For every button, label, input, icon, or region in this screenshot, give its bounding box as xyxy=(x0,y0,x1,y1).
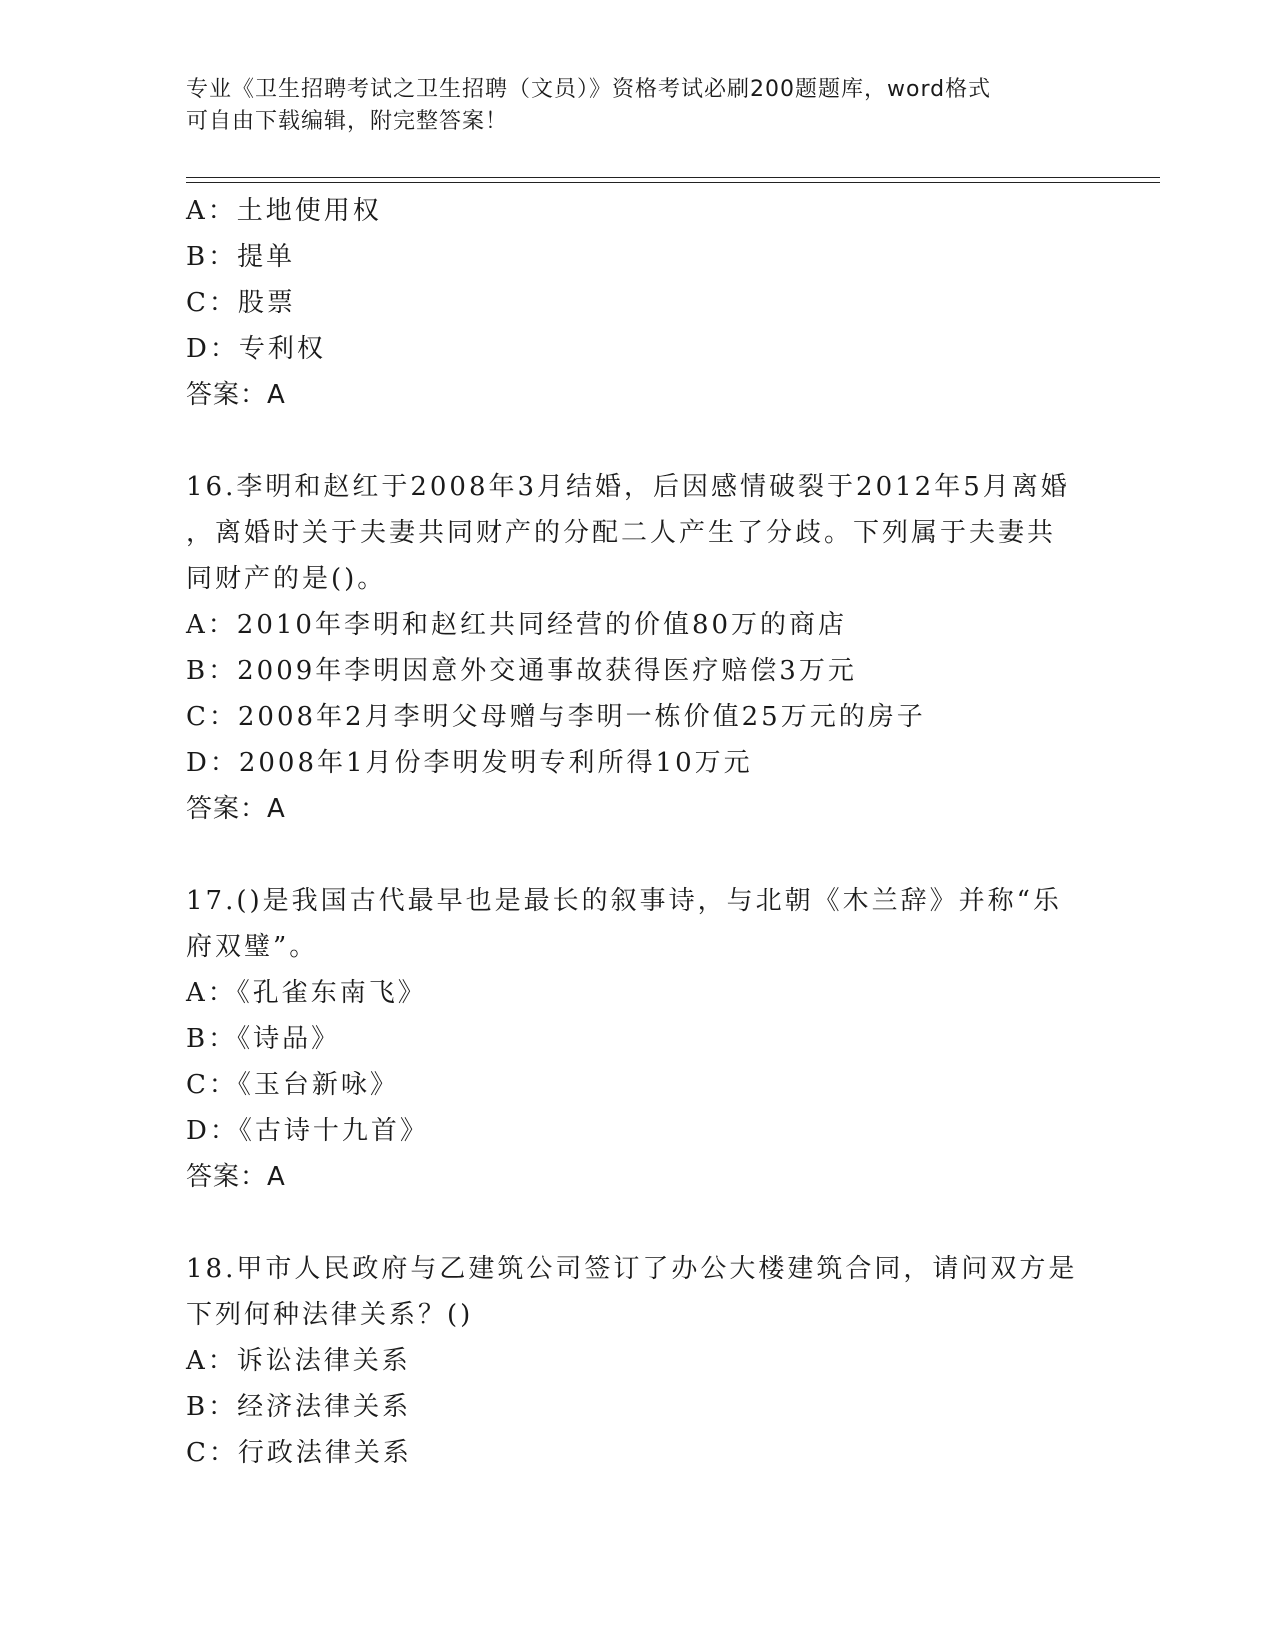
spacer xyxy=(186,418,1086,464)
header-line-1: 专业《卫生招聘考试之卫生招聘（文员）》资格考试必刷200题题库，word格式 xyxy=(186,77,992,102)
spacer xyxy=(186,1200,1086,1246)
option-c: C：《玉台新咏》 xyxy=(186,1070,399,1100)
option-d: D：2008年1月份李明发明专利所得10万元 xyxy=(186,748,753,778)
option-b: B：提单 xyxy=(186,242,296,272)
option-c: C：2008年2月李明父母赠与李明一栋价值25万元的房子 xyxy=(186,702,926,732)
question-text-line: 17.()是我国古代最早也是最长的叙事诗，与北朝《木兰辞》并称“乐 xyxy=(186,886,1062,916)
question-16 xyxy=(186,464,1086,832)
option-b: B：《诗品》 xyxy=(186,1024,341,1054)
option-a: A：土地使用权 xyxy=(186,196,382,226)
question-text-line: 下列何种法律关系？() xyxy=(186,1300,474,1330)
answer: 答案：A xyxy=(186,794,286,824)
option-b: B：经济法律关系 xyxy=(186,1392,412,1422)
option-a: A：诉讼法律关系 xyxy=(186,1346,411,1376)
answer: 答案：A xyxy=(186,1162,286,1192)
question-17 xyxy=(186,878,1086,1200)
option-d: D：《古诗十九首》 xyxy=(186,1116,429,1146)
option-b: B：2009年李明因意外交通事故获得医疗赔偿3万元 xyxy=(186,656,857,686)
header-line-2: 可自由下载编辑，附完整答案！ xyxy=(186,109,509,134)
question-15 xyxy=(186,188,1086,418)
option-d: D：专利权 xyxy=(186,334,326,364)
question-list xyxy=(186,188,1086,1476)
option-c: C：股票 xyxy=(186,288,296,318)
question-18 xyxy=(186,1246,1086,1476)
question-text-line: 同财产的是()。 xyxy=(186,564,387,594)
spacer xyxy=(186,832,1086,878)
question-text-line: 府双璧”。 xyxy=(186,932,319,962)
option-a: A：《孔雀东南飞》 xyxy=(186,978,427,1008)
header-divider-bottom xyxy=(186,182,1160,183)
document-header xyxy=(186,74,1076,138)
header-divider-top xyxy=(186,177,1160,178)
question-text-line: 16.李明和赵红于2008年3月结婚，后因感情破裂于2012年5月离婚 xyxy=(186,472,1070,502)
option-c: C：行政法律关系 xyxy=(186,1438,412,1468)
answer: 答案：A xyxy=(186,380,286,410)
question-text-line: 18.甲市人民政府与乙建筑公司签订了办公大楼建筑合同，请问双方是 xyxy=(186,1254,1078,1284)
question-text-line: ，离婚时关于夫妻共同财产的分配二人产生了分歧。下列属于夫妻共 xyxy=(186,518,1057,548)
option-a: A：2010年李明和赵红共同经营的价值80万的商店 xyxy=(186,610,848,640)
